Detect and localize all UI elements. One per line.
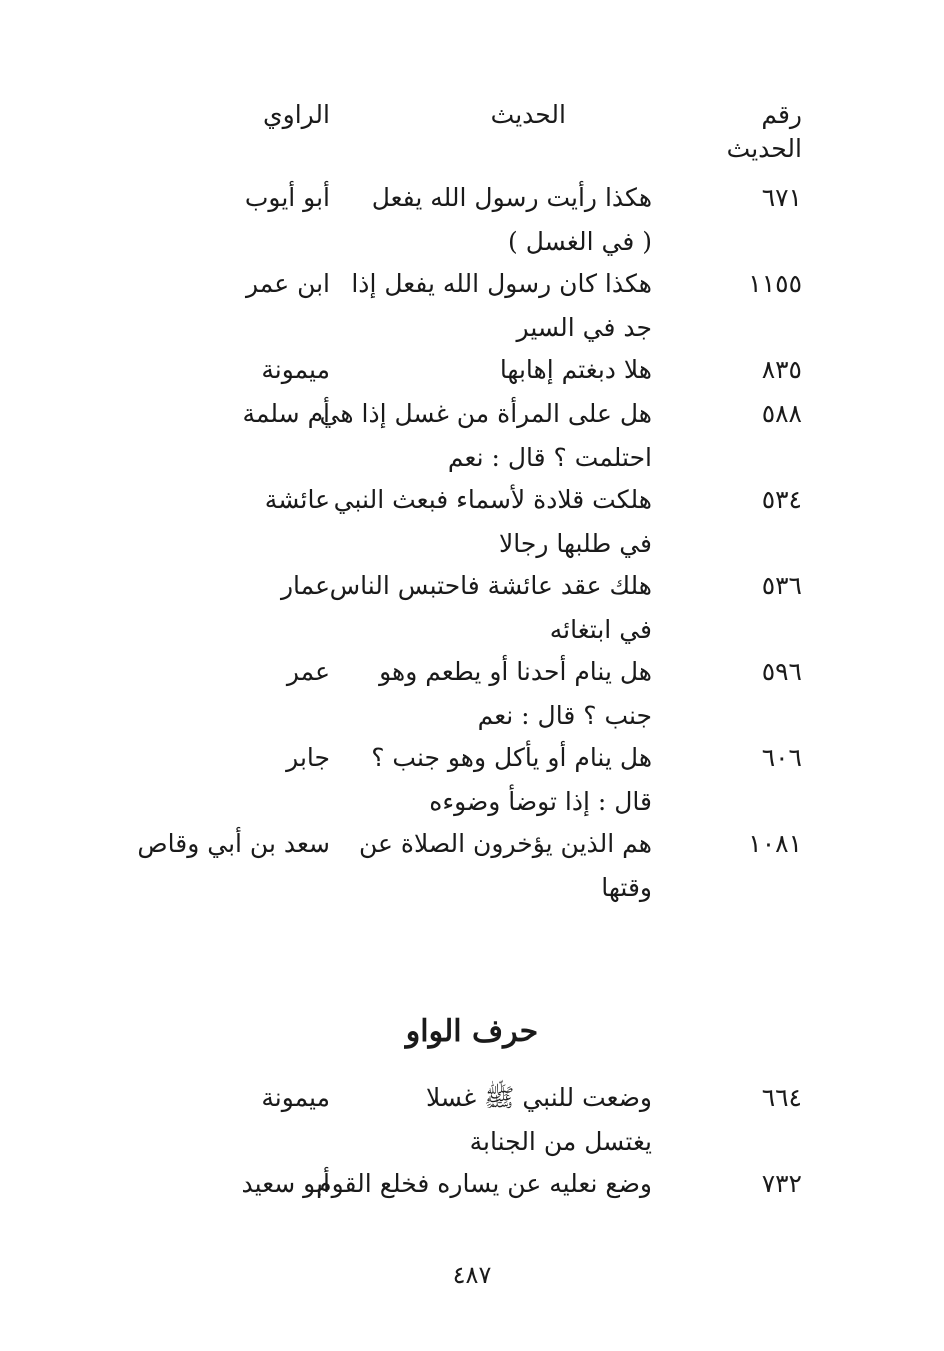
hadith-narrator: عمار (280, 571, 330, 600)
hadith-number: ٥٨٨ (761, 399, 802, 428)
hadith-text (352, 822, 652, 910)
hadith-text-line: احتلمت ؟ قال : نعم (447, 443, 652, 472)
hadith-narrator: أبو سعيد (241, 1169, 330, 1198)
hadith-text (352, 650, 652, 738)
hadith-text-line: هم الذين يؤخرون الصلاة عن (358, 829, 652, 858)
hadith-text-line: هلا دبغتم إهابها (499, 355, 652, 384)
hadith-text (352, 176, 652, 264)
hadith-number: ٦٧١ (761, 183, 802, 212)
hadith-narrator: سعد بن أبي وقاص (137, 829, 330, 858)
hadith-number: ٦٦٤ (761, 1083, 802, 1112)
header-number-line1: رقم (761, 100, 802, 129)
hadith-text-line: هل ينام أحدنا أو يطعم وهو (379, 657, 652, 686)
hadith-number: ٨٣٥ (761, 355, 802, 384)
hadith-narrator: ميمونة (261, 355, 330, 384)
hadith-text-line: وضعت للنبي ﷺ غسلا (425, 1083, 652, 1112)
hadith-narrator: أم سلمة (242, 399, 330, 428)
hadith-text-line: في طلبها رجالا (499, 529, 652, 558)
hadith-narrator: أبو أيوب (244, 183, 330, 212)
hadith-text-line: هكذا رأيت رسول الله يفعل (371, 183, 652, 212)
header-text-label: الحديث (490, 100, 566, 129)
hadith-text (333, 478, 652, 566)
hadith-number: ٦٠٦ (761, 743, 802, 772)
hadith-text-line: هل ينام أو يأكل وهو جنب ؟ (371, 743, 652, 772)
hadith-narrator: جابر (286, 743, 330, 772)
hadith-text (352, 736, 652, 824)
hadith-text (316, 1162, 652, 1206)
hadith-text-line: ( في الغسل ) (508, 227, 652, 256)
hadith-narrator: عمر (286, 657, 330, 686)
hadith-narrator: عائشة (264, 485, 330, 514)
header-number-label (722, 98, 802, 166)
hadith-text-line: يغتسل من الجنابة (469, 1127, 652, 1156)
hadith-text-line: هل على المرأة من غسل إذا هي (319, 399, 652, 428)
header-narrator-label: الراوي (263, 100, 330, 129)
hadith-narrator: ميمونة (261, 1083, 330, 1112)
section-title: حرف الواو (405, 1014, 539, 1049)
hadith-text-line: وضع نعليه عن يساره فخلع القوم (316, 1169, 652, 1198)
hadith-text-line: وقتها (601, 873, 652, 902)
hadith-text-line: جنب ؟ قال : نعم (477, 701, 652, 730)
hadith-narrator: ابن عمر (245, 269, 330, 298)
hadith-text (352, 348, 652, 392)
hadith-text (352, 262, 652, 350)
hadith-number: ٥٩٦ (761, 657, 802, 686)
hadith-number: ٥٣٤ (761, 485, 802, 514)
hadith-text-line: قال : إذا توضأ وضوءه (429, 787, 652, 816)
hadith-text-line: هلكت قلادة لأسماء فبعث النبي (333, 485, 652, 514)
hadith-text (352, 1076, 652, 1164)
header-number-line2: الحديث (726, 134, 802, 163)
hadith-number: ٥٣٦ (761, 571, 802, 600)
hadith-text-line: في ابتغائه (549, 615, 652, 644)
page-number: ٤٨٧ (452, 1261, 492, 1289)
hadith-number: ١٠٨١ (748, 829, 802, 858)
hadith-number: ١١٥٥ (748, 269, 802, 298)
hadith-number: ٧٣٢ (761, 1169, 802, 1198)
hadith-text-line: جد في السير (516, 313, 652, 342)
hadith-text (329, 564, 652, 652)
hadith-text (319, 392, 652, 480)
hadith-text-line: هكذا كان رسول الله يفعل إذا (351, 269, 652, 298)
hadith-text-line: هلك عقد عائشة فاحتبس الناس (329, 571, 652, 600)
